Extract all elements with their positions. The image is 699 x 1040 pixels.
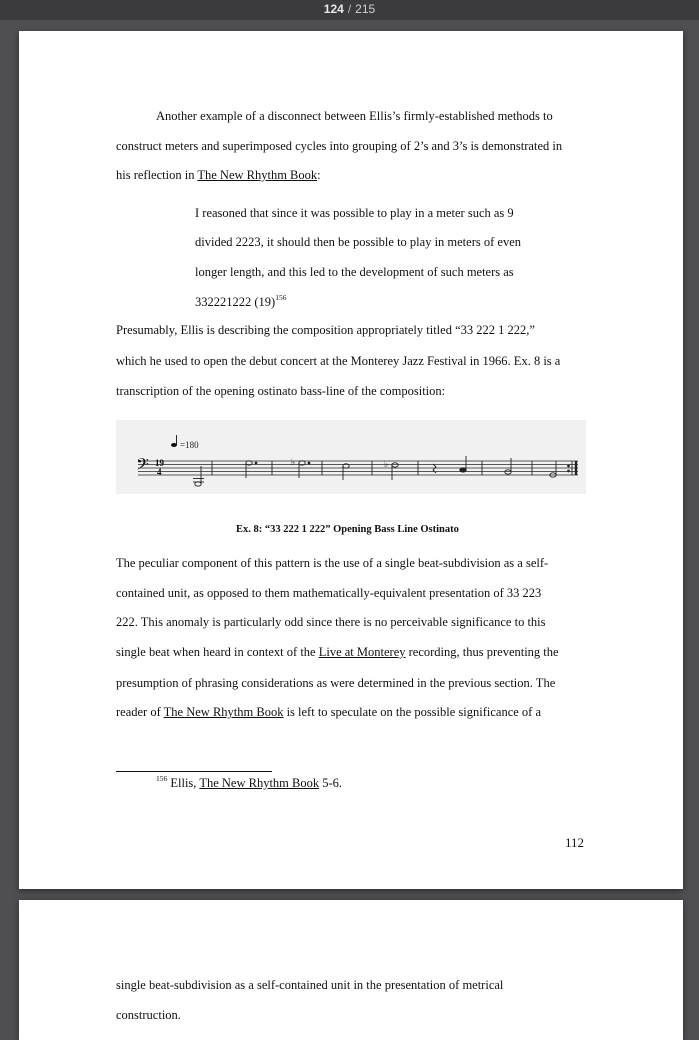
- recording-title: Live at Monterey: [318, 645, 406, 659]
- paragraph-line: transcription of the opening ostinato bass-line of the composition:: [116, 384, 446, 398]
- paragraph-line: Another example of a disconnect between Ellis’s firmly-established methods to: [156, 109, 553, 123]
- music-notation-example: [116, 420, 586, 494]
- footnote: [156, 776, 342, 791]
- footnote-divider: [116, 771, 272, 772]
- text-run: single beat when heard in context of the: [116, 645, 319, 659]
- book-title: The New Rhythm Book: [197, 168, 318, 182]
- paragraph-line: which he used to open the debut concert at the Monterey Jazz Festival in 1966. Ex. 8 is a: [116, 354, 561, 368]
- book-title: The New Rhythm Book: [199, 776, 320, 790]
- paragraph-line: [116, 645, 559, 660]
- time-signature-bottom: 4: [157, 467, 162, 477]
- text-run: 5-6.: [319, 776, 343, 790]
- text-run: :: [317, 168, 321, 182]
- svg-text:𝄢: 𝄢: [136, 454, 149, 478]
- tempo-marking: [171, 435, 199, 450]
- block-quote-line: divided 2223, it should then be possible to play in meters of even: [195, 235, 521, 249]
- current-page-number: 124: [323, 2, 344, 16]
- block-quote-line: [195, 295, 286, 310]
- paragraph-line: contained unit, as opposed to them mathematically-equivalent presentation of 33 223: [116, 586, 542, 600]
- page-counter-bar: [0, 0, 699, 20]
- document-page: [19, 900, 683, 1040]
- paragraph-line: [116, 168, 321, 183]
- text-run: 332221222 (19): [195, 295, 276, 309]
- book-title: The New Rhythm Book: [163, 705, 284, 719]
- text-run: is left to speculate on the possible significance of a: [283, 705, 542, 719]
- staff-lines: [138, 461, 578, 475]
- tempo-text: =180: [180, 440, 199, 450]
- bass-staff-image: [116, 420, 586, 494]
- text-run: his reflection in: [116, 168, 198, 182]
- text-run: Ellis,: [167, 776, 200, 790]
- page-separator: /: [347, 2, 352, 16]
- footnote-reference: 156: [275, 293, 287, 302]
- document-page: [19, 31, 683, 889]
- block-quote-line: longer length, and this led to the development of such meters as: [195, 265, 514, 279]
- block-quote-line: I reasoned that since it was possible to play in a meter such as 9: [195, 206, 514, 220]
- paragraph-line: construct meters and superimposed cycles into grouping of 2’s and 3’s is demonstrated in: [116, 139, 563, 153]
- total-page-count: 215: [355, 2, 376, 16]
- printed-page-number: 112: [565, 835, 585, 850]
- bass-clef: [136, 454, 149, 478]
- text-run: recording, thus preventing the: [405, 645, 559, 659]
- footnote-number: 156: [156, 774, 168, 783]
- figure-caption: Ex. 8: “33 222 1 222” Opening Bass Line Ostinato: [236, 524, 459, 535]
- svg-text:♭: ♭: [384, 460, 389, 470]
- paragraph-line: [116, 705, 541, 720]
- svg-text:♭: ♭: [291, 458, 296, 468]
- time-signature: [155, 458, 165, 477]
- text-run: reader of: [116, 705, 164, 719]
- paragraph-line: construction.: [116, 1008, 181, 1022]
- paragraph-line: 222. This anomaly is particularly odd since there is no perceivable significance to this: [116, 615, 546, 629]
- paragraph-line: The peculiar component of this pattern is the use of a single beat-subdivision as a self-: [116, 556, 549, 570]
- time-signature-top: 19: [155, 458, 164, 468]
- paragraph-line: presumption of phrasing considerations as were determined in the previous section. The: [116, 676, 556, 690]
- paragraph-line: Presumably, Ellis is describing the composition appropriately titled “33 222 1 222,”: [116, 323, 535, 337]
- paragraph-line: single beat-subdivision as a self-contained unit in the presentation of metrical: [116, 978, 504, 992]
